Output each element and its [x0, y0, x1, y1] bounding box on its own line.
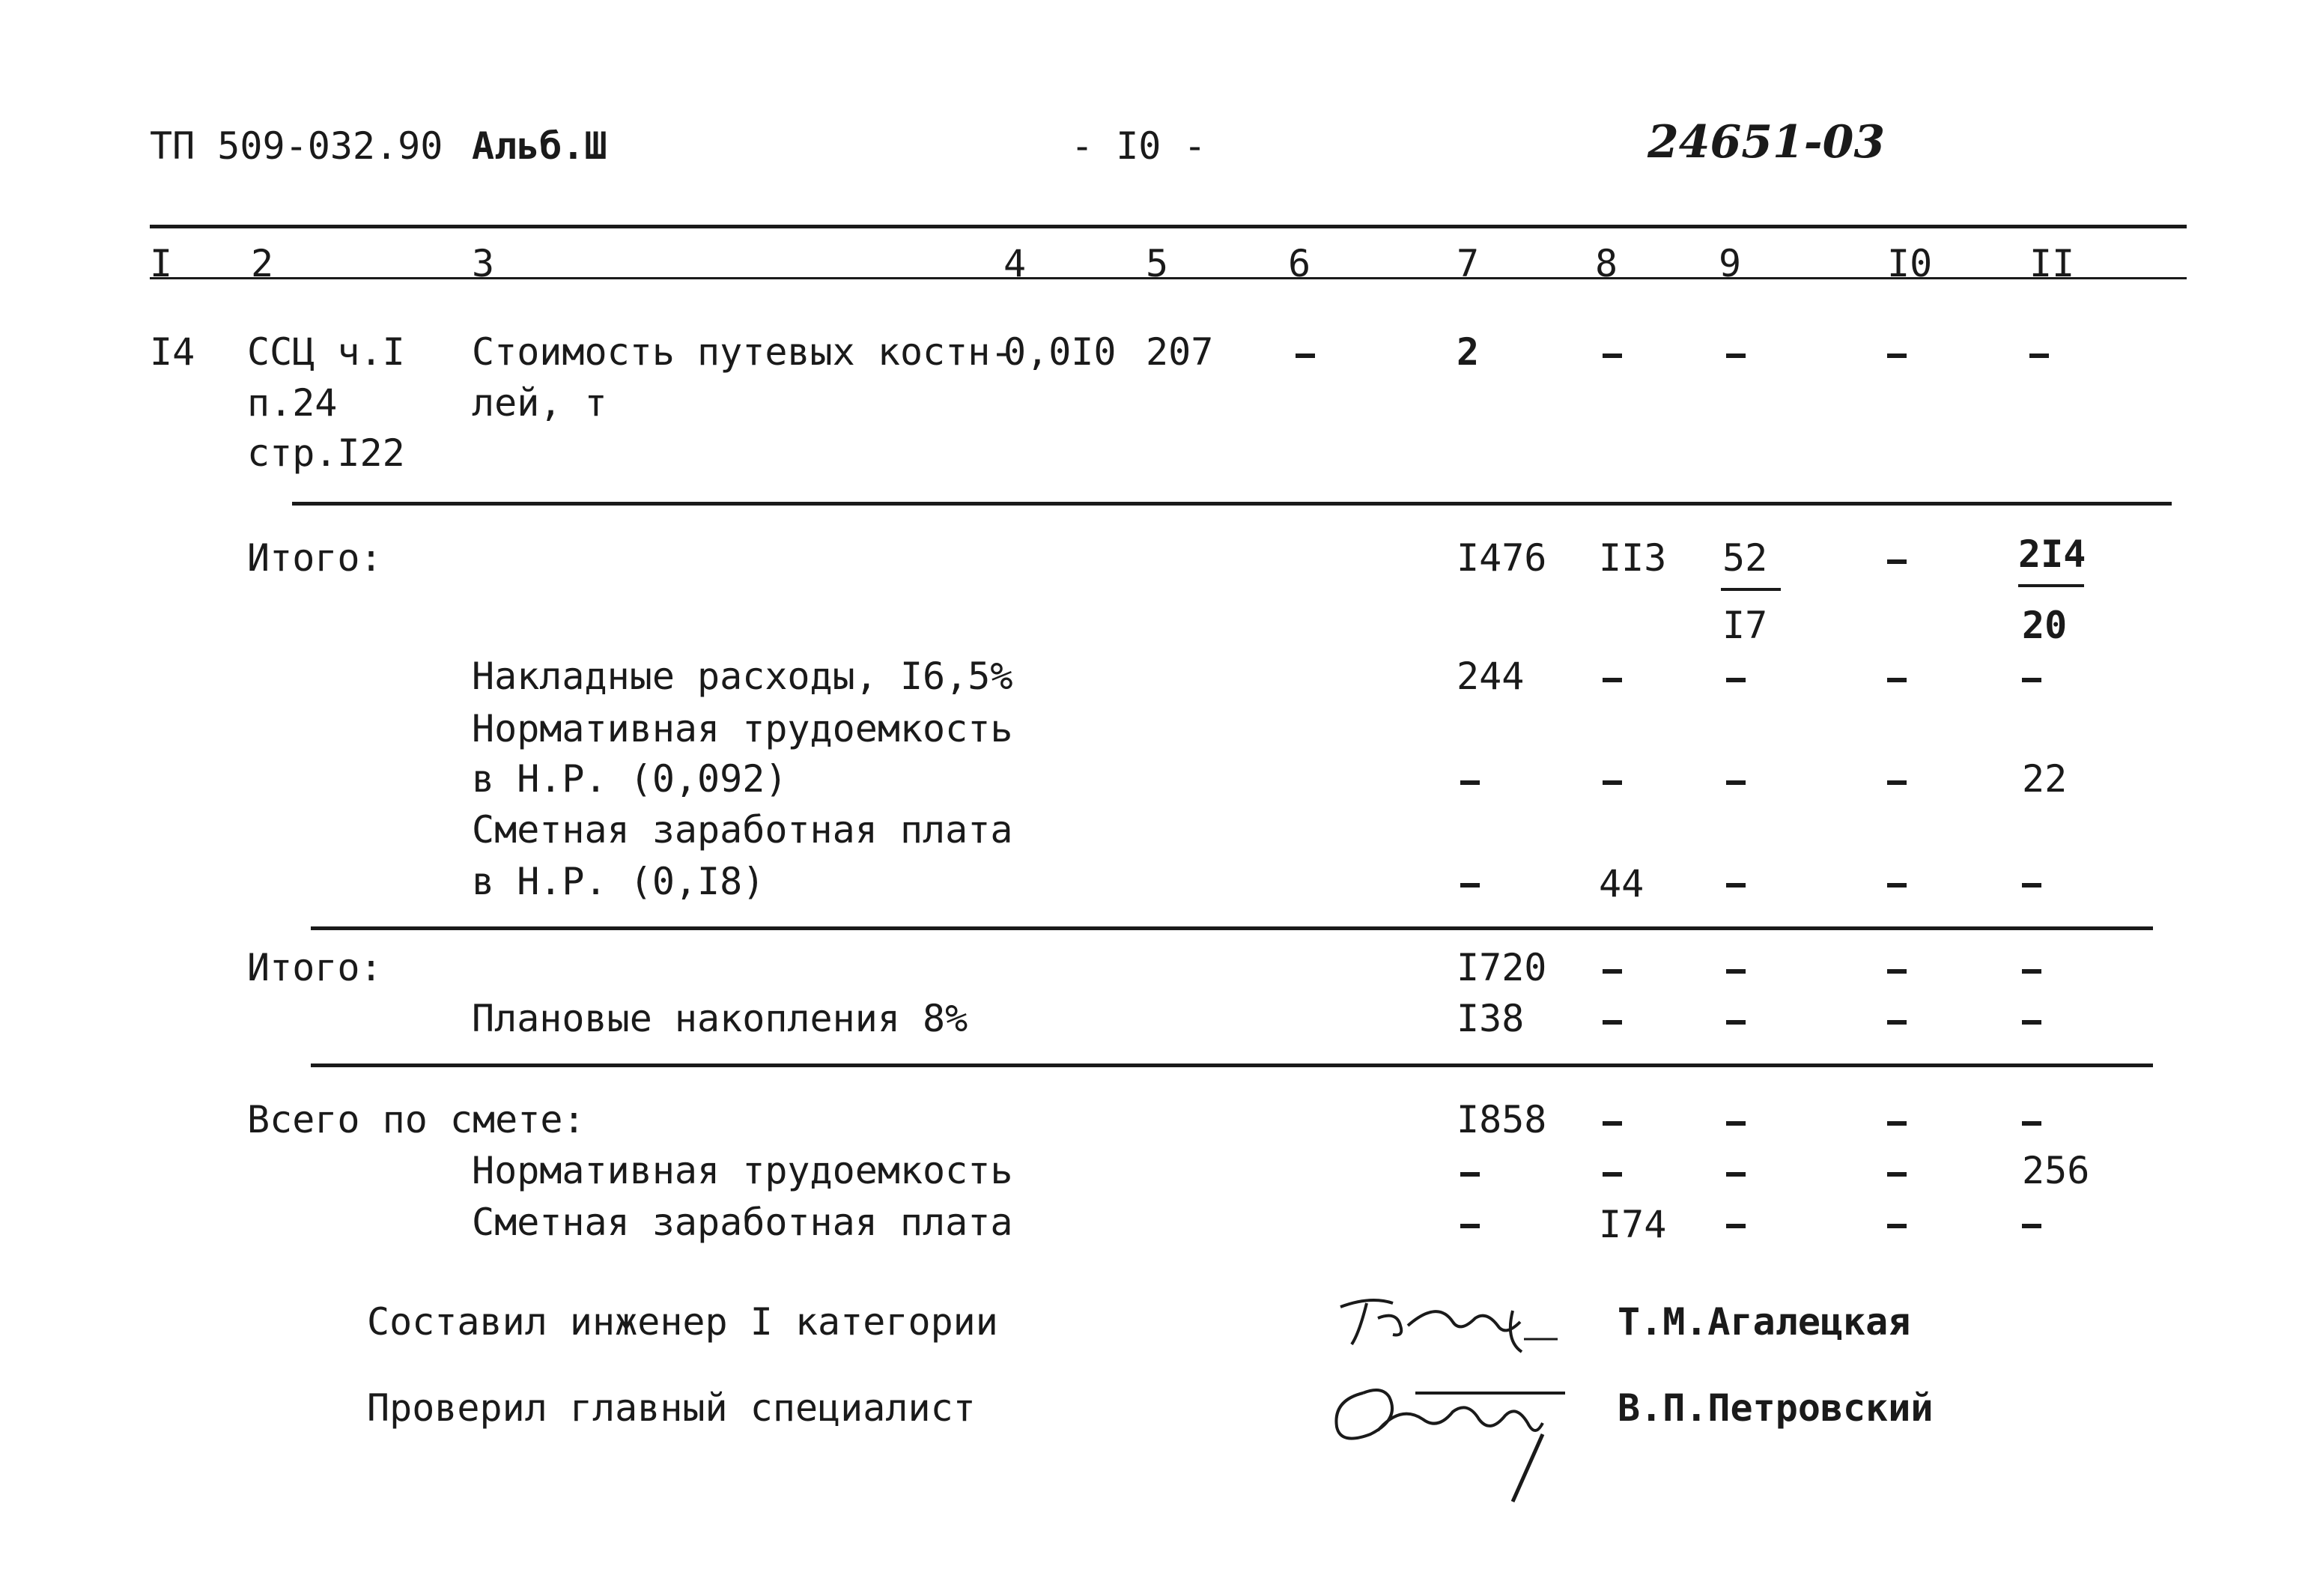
dash-gt-c11	[2022, 1121, 2041, 1126]
dash-s2-c8	[1603, 969, 1622, 974]
dash-ow-c10	[1887, 883, 1907, 887]
column-header-1: I	[150, 242, 173, 285]
dash-gt-c8	[1603, 1121, 1622, 1126]
subtotal2-bottom-rule	[311, 1064, 2153, 1067]
row-col4: 0,0I0	[1003, 330, 1117, 374]
checked-by-label: Проверил главный специалист	[367, 1386, 976, 1430]
overhead-labor-label-line1: Нормативная трудоемкость	[472, 707, 1013, 750]
checked-by-name: В.П.Петровский	[1618, 1386, 1934, 1430]
dash-s2-c9	[1726, 969, 1746, 974]
album-label: Альб.Ш	[472, 124, 607, 168]
overhead-wage-col8: 44	[1599, 862, 1644, 905]
planned-savings-label: Плановые накопления 8%	[472, 997, 968, 1040]
row-name-line1: Стоимость путевых костн-	[472, 330, 1013, 374]
checked-signature	[1318, 1363, 1573, 1513]
column-header-11: II	[2029, 242, 2075, 285]
row-source-line2: п.24	[247, 381, 338, 425]
dash-oh-c8	[1603, 678, 1622, 682]
subtotal1-col11-bottom: 20	[2022, 604, 2068, 647]
row-source-line3: стр.I22	[247, 431, 405, 475]
row14-bottom-rule	[292, 502, 2172, 506]
dash-s1-c10	[1887, 559, 1907, 564]
dash-gw-c11	[2022, 1224, 2041, 1228]
overhead-label: Накладные расходы, I6,5%	[472, 655, 1013, 698]
page-number: - I0 -	[1071, 124, 1206, 168]
table-top-rule	[150, 225, 2187, 228]
dash-s2-c11	[2022, 969, 2041, 974]
column-header-10: I0	[1887, 242, 1933, 285]
column-header-8: 8	[1595, 242, 1618, 285]
grand-total-labor-label: Нормативная трудоемкость	[472, 1149, 1013, 1192]
subtotal1-col11-fraction-bar	[2018, 584, 2084, 587]
dash-oh-c11	[2022, 678, 2041, 682]
dash-ow-c7	[1460, 883, 1480, 887]
subtotal1-col11-top: 2I4	[2018, 532, 2086, 576]
row-source-line1: ССЦ ч.I	[247, 330, 405, 374]
column-header-7: 7	[1457, 242, 1480, 285]
dash-gw-c10	[1887, 1224, 1907, 1228]
row-col5: 207	[1146, 330, 1214, 374]
overhead-bottom-rule	[311, 926, 2153, 930]
inventory-number: 24651-03	[1647, 116, 1886, 169]
subtotal1-label: Итого:	[247, 536, 383, 580]
subtotal1-col9-fraction-bar	[1721, 588, 1781, 591]
dash-gt-c10	[1887, 1121, 1907, 1126]
dash-gw-c7	[1460, 1224, 1480, 1228]
dash-gl-c10	[1887, 1172, 1907, 1177]
compiled-by-name: Т.М.Агалецкая	[1618, 1300, 1911, 1344]
dash-oh-c9	[1726, 678, 1746, 682]
grand-total-label: Всего по смете:	[247, 1098, 586, 1141]
row-col7: 2	[1457, 330, 1480, 374]
column-header-9: 9	[1719, 242, 1742, 285]
subtotal1-col9-top: 52	[1722, 536, 1768, 580]
dash-ps-c10	[1887, 1020, 1907, 1025]
column-header-6: 6	[1288, 242, 1311, 285]
grand-total-col7: I858	[1457, 1098, 1547, 1141]
overhead-labor-label-line2: в Н.Р. (0,092)	[472, 757, 788, 801]
column-header-3: 3	[472, 242, 495, 285]
column-header-2: 2	[251, 242, 274, 285]
dash-ps-c11	[2022, 1020, 2041, 1025]
dash-ol-c7	[1460, 780, 1480, 785]
grand-total-labor-col11: 256	[2022, 1149, 2090, 1192]
dash-s2-c10	[1887, 969, 1907, 974]
row-name-line2: лей, т	[472, 381, 607, 425]
dash-r14-c6	[1296, 354, 1315, 358]
column-header-5: 5	[1146, 242, 1169, 285]
dash-gl-c9	[1726, 1172, 1746, 1177]
subtotal2-col7: I720	[1457, 946, 1547, 989]
dash-r14-c10	[1887, 354, 1907, 358]
dash-gl-c7	[1460, 1172, 1480, 1177]
column-header-4: 4	[1003, 242, 1027, 285]
planned-savings-col7: I38	[1457, 997, 1525, 1040]
grand-total-wage-col8: I74	[1599, 1203, 1667, 1246]
subtotal1-col7: I476	[1457, 536, 1547, 580]
subtotal1-col9-bottom: I7	[1722, 604, 1768, 647]
dash-ol-c10	[1887, 780, 1907, 785]
overhead-wage-label-line2: в Н.Р. (0,I8)	[472, 860, 765, 903]
row-number: I4	[150, 330, 195, 374]
dash-r14-c11	[2029, 354, 2049, 358]
dash-gw-c9	[1726, 1224, 1746, 1228]
dash-ow-c11	[2022, 883, 2041, 887]
dash-ow-c9	[1726, 883, 1746, 887]
dash-gt-c9	[1726, 1121, 1746, 1126]
overhead-col7: 244	[1457, 655, 1525, 698]
dash-oh-c10	[1887, 678, 1907, 682]
dash-ol-c9	[1726, 780, 1746, 785]
dash-gl-c8	[1603, 1172, 1622, 1177]
document-code: ТП 509-032.90	[150, 124, 443, 168]
dash-r14-c9	[1726, 354, 1746, 358]
compiled-by-label: Составил инженер I категории	[367, 1300, 998, 1344]
compiled-signature	[1325, 1281, 1565, 1363]
dash-ol-c8	[1603, 780, 1622, 785]
overhead-labor-col11: 22	[2022, 757, 2068, 801]
overhead-wage-label-line1: Сметная заработная плата	[472, 808, 1013, 852]
dash-ps-c8	[1603, 1020, 1622, 1025]
dash-ps-c9	[1726, 1020, 1746, 1025]
subtotal1-col8: II3	[1599, 536, 1667, 580]
dash-r14-c8	[1603, 354, 1622, 358]
grand-total-wage-label: Сметная заработная плата	[472, 1201, 1013, 1244]
subtotal2-label: Итого:	[247, 946, 383, 989]
